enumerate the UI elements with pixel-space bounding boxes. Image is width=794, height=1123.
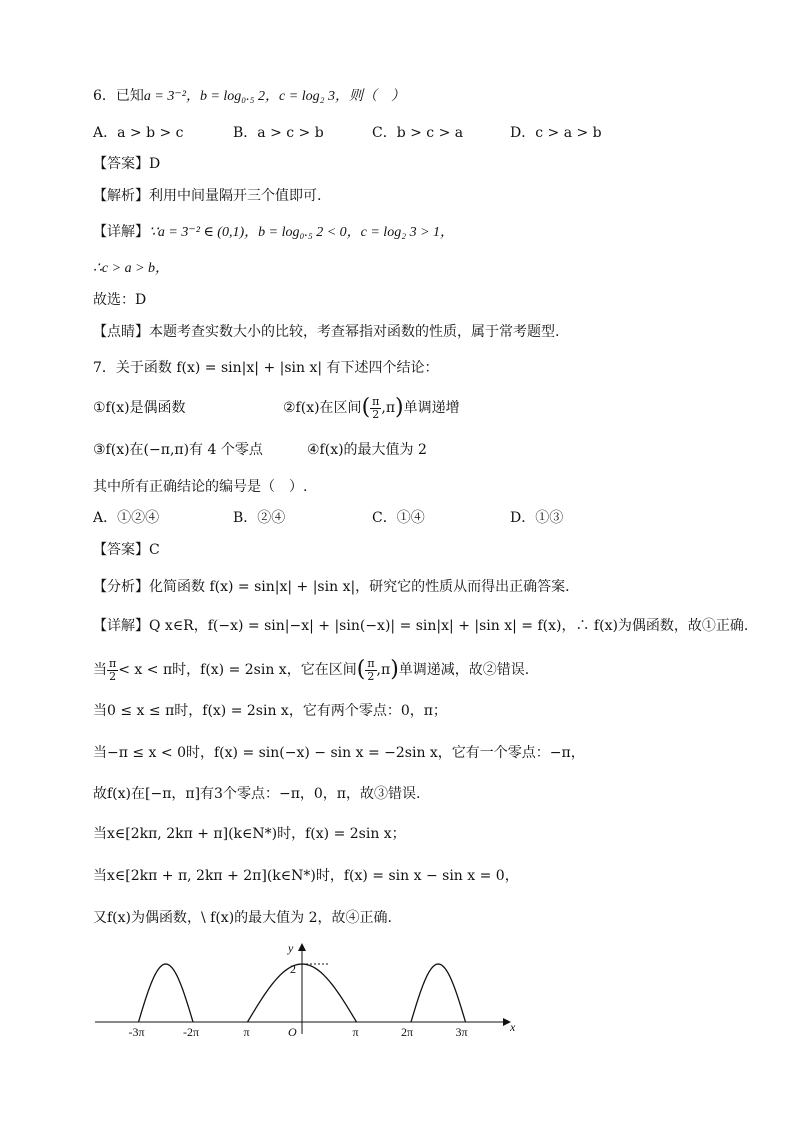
q6-option-b[interactable]: B．a > c > b [233, 125, 324, 141]
d2-frac-num: π [109, 656, 117, 670]
q6-option-c[interactable]: C．b > c > a [372, 125, 464, 141]
q7-option-b[interactable]: B．②④ [233, 510, 286, 526]
q7-option-d[interactable]: D．①③ [510, 510, 564, 526]
q7-stem: 7．关于函数 f(x) = sin|x| + |sin x| 有下述四个结论： [93, 360, 439, 376]
q7-ask: 其中所有正确结论的编号是（ ）. [93, 479, 308, 495]
q7-conclusion-3: ③f(x)在(−π,π)有 4 个零点 [93, 442, 263, 458]
d2-frac-den: 2 [109, 669, 117, 683]
q7-conclusion-4: ④f(x)的最大值为 2 [307, 442, 427, 458]
q6-option-a[interactable]: A．a > b > c [93, 125, 184, 141]
c2-frac-den: 2 [372, 407, 380, 421]
q7-detail-1: 【详解】Q x∈R，f(−x) = sin|−x| + |sin(−x)| = sin|x| + |sin x| = f(x)，∴ f(x)为偶函数，故①正确. [93, 618, 749, 634]
x-axis-label: x [510, 1020, 516, 1034]
curve-arch-1 [139, 964, 194, 1022]
q7-detail-3: 当0 ≤ x ≤ π时，f(x) = 2sin x，它有两个零点：0，π； [93, 703, 447, 719]
x-tick-label: π [352, 1025, 359, 1039]
y-axis-label: y [288, 941, 294, 955]
graph-layer [129, 964, 468, 1039]
x-tick-label: -3π [128, 1025, 145, 1039]
q7-option-a[interactable]: A．①②④ [93, 510, 160, 526]
q6-analysis: 【解析】利用中间量隔开三个值即可. [93, 188, 322, 204]
q6-stem: 6．已知a = 3⁻²，b = log₀.₅ 2，c = log₂ 3，则（ ） [93, 88, 405, 104]
q7-answer: 【答案】C [93, 542, 160, 558]
q6-choose: 故选：D [93, 292, 147, 308]
q7-detail-7: 当x∈[2kπ + π, 2kπ + 2π](k∈N*)时，f(x) = sin x − sin x = 0， [93, 868, 519, 884]
x-tick-label: 2π [401, 1025, 414, 1039]
q6-answer: 【答案】D [93, 156, 161, 172]
x-tick-label: π [243, 1025, 250, 1039]
q7-detail-6: 当x∈[2kπ, 2kπ + π](k∈N*)时，f(x) = 2sin x； [93, 826, 406, 842]
c2-frac-num: π [372, 394, 380, 408]
q7-detail-4: 当−π ≤ x < 0时，f(x) = sin(−x) − sin x = −2sin x，它有一个零点：−π， [93, 745, 585, 761]
q6-comment: 【点睛】本题考查实数大小的比较，考查幂指对函数的性质，属于常考题型. [93, 324, 560, 340]
q7-conclusion-1: ①f(x)是偶函数 [93, 400, 186, 416]
x-tick-label: -2π [183, 1025, 200, 1039]
curve-arch-3 [411, 964, 466, 1022]
x-tick-label: 3π [455, 1025, 468, 1039]
q6-option-d[interactable]: D．c > a > b [510, 125, 602, 141]
q7-conclusion-2: ②f(x)在区间( $\frac{\pi}{2}$ ,π)单调递增 [283, 394, 460, 421]
q7-detail-8: 又f(x)为偶函数，\ f(x)的最大值为 2，故④正确. [93, 910, 392, 926]
q7-detail-2: 当 $\frac{\pi}{2}$ < x < π时，f(x) = 2sin x，它在区间( $\frac{\pi}{2}$ ,π)单调递减，故②错误. [93, 656, 530, 683]
origin-label: O [288, 1025, 297, 1039]
function-graph [90, 938, 530, 1040]
d2-frac2-num: π [367, 656, 375, 670]
d2-frac2-den: 2 [367, 669, 375, 683]
q7-option-c[interactable]: C．①④ [372, 510, 425, 526]
y-tick-label-2: 2 [290, 962, 296, 976]
q6-detail-line-2: ∴c > a > b， [93, 261, 170, 276]
q6-detail-line-1: 【详解】∵a = 3⁻² ∈ (0,1)，b = log₀.₅ 2 < 0，c = log₂ 3 > 1， [93, 224, 455, 240]
q7-detail-5: 故f(x)在[−π，π]有3个零点：−π，0，π，故③错误. [93, 786, 421, 802]
q7-analysis: 【分析】化简函数 f(x) = sin|x| + |sin x|，研究它的性质从而得出正确答案. [93, 579, 570, 595]
